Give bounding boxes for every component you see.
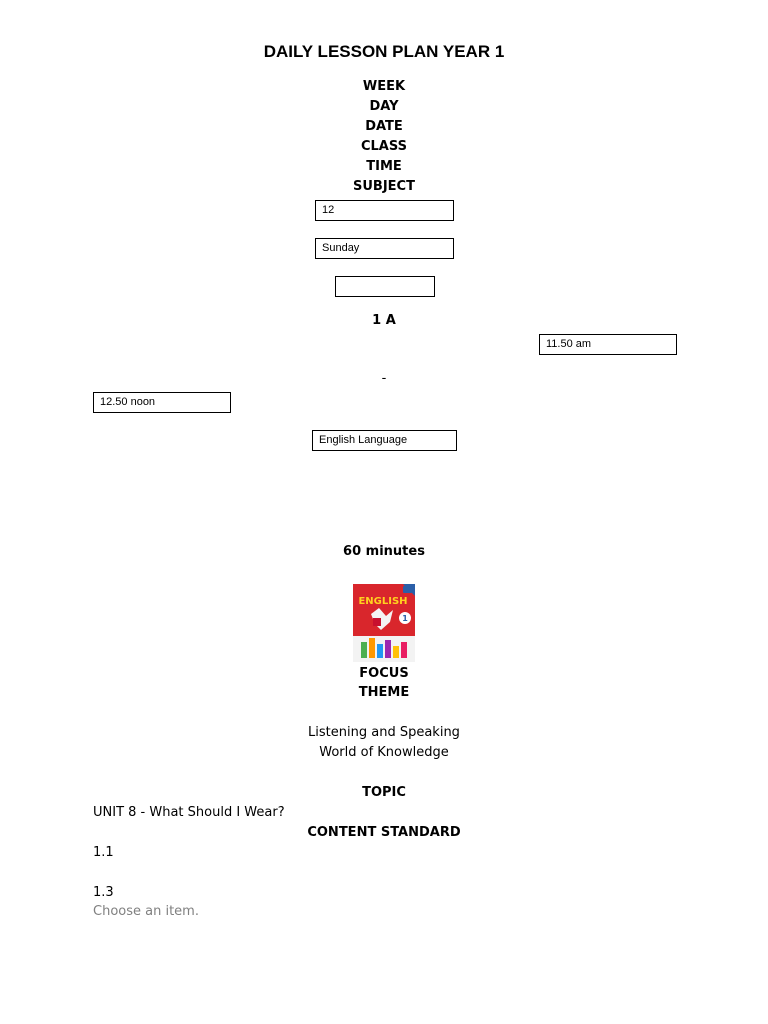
topic-value: UNIT 8 - What Should I Wear? bbox=[93, 805, 285, 820]
class-value: 1 A bbox=[372, 313, 396, 328]
focus-label: FOCUS bbox=[359, 666, 409, 681]
choose-item-dropdown[interactable]: Choose an item. bbox=[93, 904, 199, 919]
topic-label: TOPIC bbox=[362, 785, 406, 800]
date-field[interactable] bbox=[335, 276, 435, 297]
class-label: CLASS bbox=[360, 139, 408, 154]
time-label: TIME bbox=[366, 159, 402, 174]
week-label: WEEK bbox=[362, 79, 406, 94]
week-field[interactable]: 12 bbox=[315, 200, 454, 221]
subject-label: SUBJECT bbox=[353, 179, 415, 194]
page-title: DAILY LESSON PLAN YEAR 1 bbox=[263, 42, 505, 61]
content-standard-item: 1.3 bbox=[93, 885, 114, 900]
content-standard-item: 1.1 bbox=[93, 845, 114, 860]
time-start-field[interactable]: 11.50 am bbox=[539, 334, 677, 355]
day-label: DAY bbox=[369, 99, 399, 114]
content-standard-label: CONTENT STANDARD bbox=[307, 825, 461, 840]
day-field[interactable]: Sunday bbox=[315, 238, 454, 259]
time-end-field[interactable]: 12.50 noon bbox=[93, 392, 231, 413]
focus-value: Listening and Speaking bbox=[308, 725, 460, 740]
cover-title-text: ENGLISH bbox=[358, 596, 408, 607]
subject-field[interactable]: English Language bbox=[312, 430, 457, 451]
time-separator: - bbox=[381, 371, 387, 386]
theme-label: THEME bbox=[358, 685, 410, 700]
textbook-cover-image bbox=[353, 584, 415, 662]
header-labels bbox=[0, 77, 768, 197]
duration: 60 minutes bbox=[343, 544, 425, 559]
theme-value: World of Knowledge bbox=[319, 745, 449, 760]
textbook-cover-graphic bbox=[353, 584, 415, 662]
cover-badge-text: 1 bbox=[402, 614, 408, 623]
date-label: DATE bbox=[365, 119, 403, 134]
